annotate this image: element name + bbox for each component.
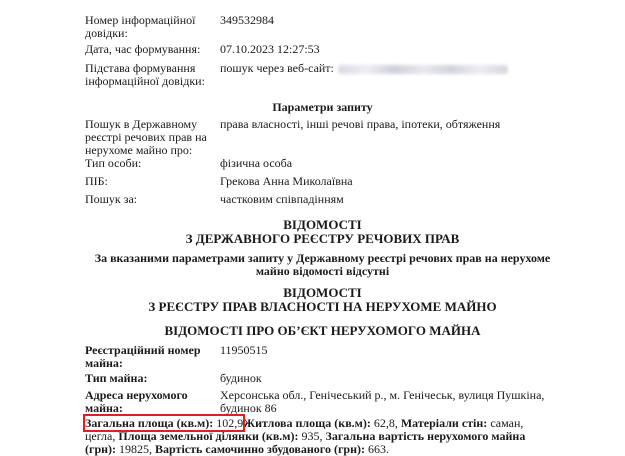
reg-number-label: Реєстраційний номер майна:: [85, 343, 201, 370]
info-number-label: Номер інформаційної довідки:: [85, 13, 196, 40]
search-in-value: права власності, інші речові права, іпотеки, обтяження: [220, 117, 501, 131]
total-area-highlight: [85, 416, 243, 430]
total-area-label: Загальна площа (кв.м):: [85, 416, 214, 430]
self-built-value: 663: [367, 442, 386, 456]
section2-title-line1: ВІДОМОСТІ: [283, 285, 362, 300]
search-by-label: Пошук за:: [85, 192, 138, 206]
basis-value: [220, 62, 508, 75]
person-type-label: Тип особи:: [85, 156, 142, 170]
walls-value: саман, цегла,: [85, 416, 524, 443]
object-heading: ВІДОМОСТІ ПРО ОБ’ЄКТ НЕРУХОМОГО МАЙНА: [164, 323, 481, 338]
reg-number-value: 11950515: [220, 343, 268, 357]
redacted-url: [338, 65, 508, 74]
info-number-value: 349532984: [220, 13, 274, 27]
name-label: ПІБ:: [85, 174, 108, 188]
datetime-label: Дата, час формування:: [85, 42, 201, 56]
living-area-label: Житлова площа (кв.м):: [243, 416, 371, 430]
property-type-value: будинок: [220, 371, 262, 385]
address-value: Херсонська обл., Генічеський р., м. Генічеськ, вулиця Пушкіна, будинок 86: [220, 388, 545, 415]
search-by-value: частковим співпадінням: [220, 192, 344, 206]
name-value: Грекова Анна Миколаївна: [220, 174, 353, 188]
basis-value-text: пошук через веб-сайт:: [220, 61, 334, 75]
section1-title-line2: З ДЕРЖАВНОГО РЕЄСТРУ РЕЧОВИХ ПРАВ: [185, 231, 460, 246]
total-area-value: 102,9: [216, 416, 244, 430]
total-value-label: Загальна вартість нерухомого майна (грн):: [85, 429, 526, 456]
basis-label: Підстава формування інформаційної довідки:: [85, 61, 205, 88]
land-area-label: Площа земельної ділянки (кв.м):: [118, 429, 299, 443]
self-built-label: Вартість самочинно збудованого (грн):: [155, 442, 365, 456]
characteristics-paragraph: Загальна площа (кв.м): 102,9Житлова площа (кв.м): 62,8, Матеріали стін: саман, цегла, Площа земельної ділянки (кв.м): 935, Загальна вартість нерухомого майна (грн): 19825, Вартість самочинно збудованого (грн): 663.: [85, 416, 526, 456]
address-label: Адреса нерухомого майна:: [85, 388, 188, 415]
query-heading: Параметри запиту: [272, 100, 373, 114]
section1-title-line1: ВІДОМОСТІ: [283, 217, 362, 232]
datetime-value: 07.10.2023 12:27:53: [220, 42, 320, 56]
total-value-value: 19825: [119, 442, 150, 456]
living-area-value: 62,8: [373, 416, 395, 430]
search-in-label: Пошук в Державному реєстрі речових прав на нерухоме майно про:: [85, 117, 207, 157]
section1-note: За вказаними параметрами запиту у Державному реєстрі речових прав на нерухоме майно відомості відсутні: [94, 251, 551, 278]
property-type-label: Тип майна:: [85, 371, 148, 385]
person-type-value: фізична особа: [220, 156, 293, 170]
land-area-value: 935: [301, 429, 320, 443]
walls-label: Матеріали стін:: [400, 416, 488, 430]
section2-title-line2: З РЕЄСТРУ ПРАВ ВЛАСНОСТІ НА НЕРУХОМЕ МАЙНО: [148, 299, 497, 314]
